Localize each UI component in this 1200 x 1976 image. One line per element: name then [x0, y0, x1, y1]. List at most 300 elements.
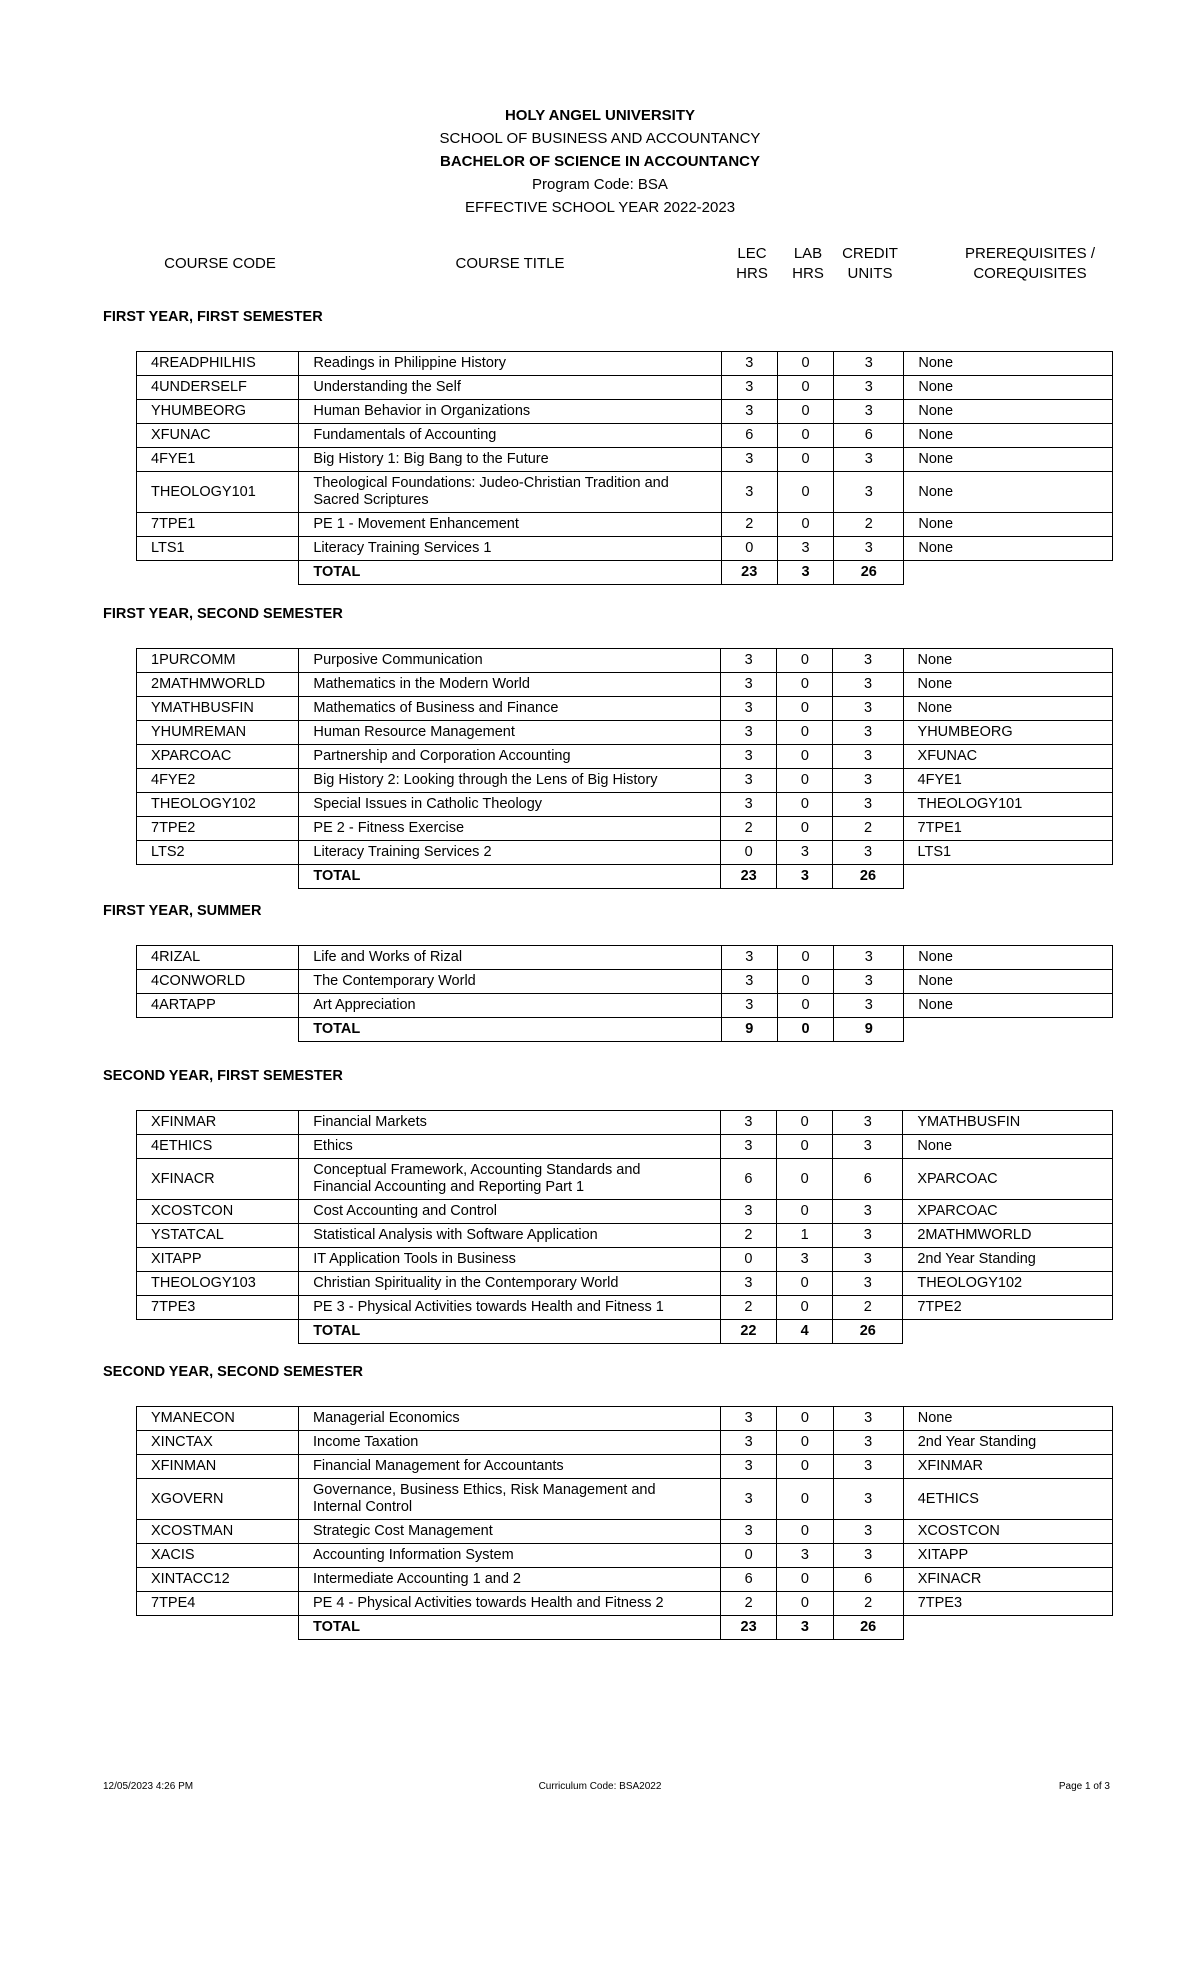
lab-hrs-cell: 0 [777, 1296, 833, 1320]
course-row [137, 793, 1113, 817]
prerequisite-cell: None [903, 649, 1112, 673]
lab-hrs-cell: 0 [777, 1520, 833, 1544]
credit-units-cell: 3 [833, 1111, 903, 1135]
column-header-course-title: COURSE TITLE [455, 255, 565, 272]
course-code-cell: XINCTAX [137, 1431, 299, 1455]
course-title-cell: PE 2 - Fitness Exercise [299, 817, 721, 841]
total-units-cell: 26 [833, 1320, 903, 1344]
course-title-line: Internal Control [313, 1499, 413, 1515]
prerequisite-cell: None [903, 673, 1112, 697]
credit-units-cell: 3 [833, 1272, 903, 1296]
course-table [136, 945, 1113, 1042]
course-row [137, 1455, 1113, 1479]
total-row [137, 865, 1113, 889]
course-title-cell: Special Issues in Catholic Theology [299, 793, 721, 817]
prerequisite-cell: YMATHBUSFIN [903, 1111, 1113, 1135]
course-title-cell: Christian Spirituality in the Contemporary World [299, 1272, 721, 1296]
lab-hrs-cell: 0 [777, 448, 833, 472]
lab-hrs-cell: 0 [777, 1431, 833, 1455]
semester-title: SECOND YEAR, SECOND SEMESTER [103, 1364, 363, 1380]
lab-hrs-cell: 0 [777, 352, 833, 376]
course-row [137, 1296, 1113, 1320]
lab-hrs-cell: 0 [777, 1568, 833, 1592]
course-title-cell: Ethics [299, 1135, 721, 1159]
total-lab-cell: 4 [777, 1320, 833, 1344]
lec-hrs-cell: 3 [721, 793, 777, 817]
lab-hrs-cell: 3 [777, 537, 833, 561]
course-row [137, 1568, 1113, 1592]
total-label-cell: TOTAL [299, 865, 721, 889]
credit-units-cell: 3 [833, 721, 903, 745]
blank-cell [137, 1018, 299, 1042]
course-code-cell: XFINACR [137, 1159, 299, 1200]
course-code-cell: XGOVERN [137, 1479, 299, 1520]
lab-hrs-cell: 0 [777, 697, 833, 721]
course-title-cell: Literacy Training Services 1 [299, 537, 721, 561]
footer-curriculum-code: Curriculum Code: BSA2022 [538, 1781, 662, 1792]
lec-hrs-cell: 3 [720, 1407, 776, 1431]
course-row [137, 1520, 1113, 1544]
course-row [137, 970, 1113, 994]
prerequisite-cell: None [903, 1135, 1113, 1159]
course-code-cell: 2MATHMWORLD [137, 673, 299, 697]
total-label-cell: TOTAL [299, 561, 721, 585]
blank-cell [903, 1320, 1113, 1344]
course-row [137, 400, 1113, 424]
prerequisite-cell: YHUMBEORG [903, 721, 1112, 745]
lab-hrs-cell: 3 [777, 841, 833, 865]
course-title-cell: Partnership and Corporation Accounting [299, 745, 721, 769]
course-code-cell: 7TPE4 [137, 1592, 299, 1616]
course-row [137, 1159, 1113, 1200]
course-code-cell: XFINMAN [137, 1455, 299, 1479]
course-row [137, 1200, 1113, 1224]
total-row [137, 1018, 1113, 1042]
course-title-cell: Literacy Training Services 2 [299, 841, 721, 865]
total-label-cell: TOTAL [299, 1018, 721, 1042]
total-units-cell: 26 [834, 561, 904, 585]
prerequisite-cell: 4ETHICS [903, 1479, 1112, 1520]
course-title-cell: Big History 1: Big Bang to the Future [299, 448, 721, 472]
credit-units-cell: 3 [833, 1135, 903, 1159]
blank-cell [903, 865, 1112, 889]
credit-units-cell: 3 [834, 400, 904, 424]
lec-hrs-cell: 3 [721, 376, 777, 400]
column-header-lec-hrs: LEC HRS [736, 245, 768, 282]
credit-units-cell: 2 [833, 1592, 903, 1616]
lec-hrs-cell: 2 [720, 1296, 776, 1320]
school-name: SCHOOL OF BUSINESS AND ACCOUNTANCY [439, 130, 761, 147]
credit-units-cell: 6 [833, 1568, 903, 1592]
university-name: HOLY ANGEL UNIVERSITY [504, 107, 696, 124]
course-title-cell: Cost Accounting and Control [299, 1200, 721, 1224]
total-lec-cell: 9 [721, 1018, 777, 1042]
course-title-cell: Fundamentals of Accounting [299, 424, 721, 448]
course-code-cell: 4UNDERSELF [137, 376, 299, 400]
lec-hrs-cell: 2 [720, 1224, 776, 1248]
prerequisite-cell: None [904, 424, 1113, 448]
total-label-cell: TOTAL [299, 1320, 721, 1344]
lec-hrs-cell: 3 [720, 1272, 776, 1296]
course-table [136, 648, 1113, 889]
prerequisite-cell: None [904, 352, 1113, 376]
lec-hrs-cell: 0 [720, 1248, 776, 1272]
course-code-cell: XFINMAR [137, 1111, 299, 1135]
course-title-line: Theological Foundations: Judeo-Christian Tradition and [313, 475, 669, 491]
prerequisite-cell: 2nd Year Standing [903, 1248, 1113, 1272]
blank-cell [903, 1616, 1112, 1640]
course-row [137, 424, 1113, 448]
course-row [137, 1407, 1113, 1431]
prerequisite-cell: None [904, 400, 1113, 424]
total-lec-cell: 22 [720, 1320, 776, 1344]
lec-hrs-cell: 2 [721, 817, 777, 841]
lec-hrs-cell: 3 [721, 472, 777, 513]
course-row [137, 1111, 1113, 1135]
lec-hrs-cell: 3 [721, 649, 777, 673]
total-units-cell: 9 [834, 1018, 904, 1042]
credit-units-cell: 3 [833, 841, 903, 865]
course-code-cell: XACIS [137, 1544, 299, 1568]
program-name: BACHELOR OF SCIENCE IN ACCOUNTANCY [439, 153, 760, 170]
course-row [137, 841, 1113, 865]
document-header [0, 104, 1200, 219]
course-code-cell: 4FYE1 [137, 448, 299, 472]
course-title-cell: Mathematics of Business and Finance [299, 697, 721, 721]
lec-hrs-cell: 0 [721, 537, 777, 561]
prerequisite-cell: None [904, 376, 1113, 400]
course-title-cell: Readings in Philippine History [299, 352, 721, 376]
lab-hrs-cell: 0 [777, 1111, 833, 1135]
course-code-cell: YHUMREMAN [137, 721, 299, 745]
course-title-cell: PE 4 - Physical Activities towards Health and Fitness 2 [299, 1592, 721, 1616]
credit-units-cell: 3 [834, 448, 904, 472]
lec-hrs-cell: 3 [721, 946, 777, 970]
prerequisite-cell: XFUNAC [903, 745, 1112, 769]
course-code-cell: LTS2 [137, 841, 299, 865]
course-code-cell: 4FYE2 [137, 769, 299, 793]
lab-hrs-cell: 0 [777, 721, 833, 745]
course-code-cell: 7TPE1 [137, 513, 299, 537]
lec-hrs-cell: 3 [721, 970, 777, 994]
course-title-cell [299, 472, 721, 513]
prerequisite-cell: LTS1 [903, 841, 1112, 865]
effective-year: EFFECTIVE SCHOOL YEAR 2022-2023 [464, 199, 736, 216]
course-table [136, 1406, 1113, 1640]
course-row [137, 946, 1113, 970]
blank-cell [904, 1018, 1113, 1042]
course-code-cell: 4RIZAL [137, 946, 299, 970]
total-lab-cell: 0 [777, 1018, 833, 1042]
course-row [137, 1224, 1113, 1248]
credit-units-cell: 3 [833, 673, 903, 697]
lab-hrs-cell: 0 [777, 793, 833, 817]
lab-hrs-cell: 0 [777, 1159, 833, 1200]
course-row [137, 994, 1113, 1018]
course-row [137, 1544, 1113, 1568]
lec-hrs-cell: 3 [720, 1200, 776, 1224]
lec-hrs-cell: 3 [721, 769, 777, 793]
course-title-cell: Big History 2: Looking through the Lens of Big History [299, 769, 721, 793]
course-title-line: Governance, Business Ethics, Risk Management and [313, 1482, 656, 1498]
course-code-cell: XFUNAC [137, 424, 299, 448]
course-code-cell: LTS1 [137, 537, 299, 561]
course-title-cell: Financial Markets [299, 1111, 721, 1135]
credit-units-cell: 3 [834, 472, 904, 513]
lab-hrs-cell: 0 [777, 1200, 833, 1224]
lab-hrs-cell: 0 [777, 649, 833, 673]
prerequisite-cell: 7TPE3 [903, 1592, 1112, 1616]
blank-cell [137, 561, 299, 585]
course-title-cell: Understanding the Self [299, 376, 721, 400]
prerequisite-cell: THEOLOGY102 [903, 1272, 1113, 1296]
lab-hrs-cell: 0 [777, 472, 833, 513]
total-row [137, 1616, 1113, 1640]
course-table [136, 351, 1113, 585]
course-code-cell: THEOLOGY102 [137, 793, 299, 817]
course-code-cell: XCOSTCON [137, 1200, 299, 1224]
course-title-cell: Intermediate Accounting 1 and 2 [299, 1568, 721, 1592]
course-code-cell: XINTACC12 [137, 1568, 299, 1592]
credit-units-cell: 3 [834, 970, 904, 994]
credit-units-cell: 2 [833, 817, 903, 841]
prerequisite-cell: 7TPE2 [903, 1296, 1113, 1320]
course-title-line: Financial Accounting and Reporting Part 1 [313, 1179, 585, 1195]
blank-cell [137, 865, 299, 889]
course-code-cell: 7TPE2 [137, 817, 299, 841]
semester-section [103, 307, 1113, 585]
course-title-cell: Statistical Analysis with Software Application [299, 1224, 721, 1248]
total-lab-cell: 3 [777, 1616, 833, 1640]
lab-hrs-cell: 0 [777, 1455, 833, 1479]
lec-hrs-cell: 3 [720, 1479, 776, 1520]
credit-units-cell: 3 [833, 697, 903, 721]
lab-hrs-cell: 0 [777, 946, 833, 970]
credit-units-cell: 3 [833, 1479, 903, 1520]
credit-units-cell: 3 [834, 376, 904, 400]
course-row [137, 673, 1113, 697]
credit-units-cell: 3 [833, 1248, 903, 1272]
credit-units-cell: 3 [833, 1431, 903, 1455]
credit-units-cell: 3 [833, 745, 903, 769]
total-row [137, 561, 1113, 585]
course-title-cell: Managerial Economics [299, 1407, 721, 1431]
credit-units-cell: 3 [833, 769, 903, 793]
lec-hrs-cell: 3 [720, 1111, 776, 1135]
course-row [137, 448, 1113, 472]
total-units-cell: 26 [833, 865, 903, 889]
lab-hrs-cell: 3 [777, 1544, 833, 1568]
column-header-prerequisites: PREREQUISITES / COREQUISITES [964, 245, 1096, 282]
lab-hrs-cell: 0 [777, 400, 833, 424]
prerequisite-cell: XCOSTCON [903, 1520, 1112, 1544]
lec-hrs-cell: 3 [721, 697, 777, 721]
course-title-cell [299, 1159, 721, 1200]
semester-section [103, 1362, 1113, 1640]
course-code-cell: XITAPP [137, 1248, 299, 1272]
prerequisite-cell: None [904, 513, 1113, 537]
course-row [137, 472, 1113, 513]
course-row [137, 1272, 1113, 1296]
credit-units-cell: 6 [834, 424, 904, 448]
course-code-cell: 4READPHILHIS [137, 352, 299, 376]
credit-units-cell: 3 [833, 1407, 903, 1431]
lec-hrs-cell: 3 [721, 994, 777, 1018]
course-code-cell: YHUMBEORG [137, 400, 299, 424]
prerequisite-cell: None [904, 994, 1113, 1018]
prerequisite-cell: THEOLOGY101 [903, 793, 1112, 817]
lec-hrs-cell: 3 [721, 721, 777, 745]
course-title-cell: The Contemporary World [299, 970, 721, 994]
credit-units-cell: 2 [833, 1296, 903, 1320]
course-code-cell: 1PURCOMM [137, 649, 299, 673]
credit-units-cell: 3 [834, 946, 904, 970]
lab-hrs-cell: 0 [777, 673, 833, 697]
credit-units-cell: 3 [833, 1455, 903, 1479]
blank-cell [904, 561, 1113, 585]
lab-hrs-cell: 0 [777, 769, 833, 793]
course-title-cell: Income Taxation [299, 1431, 721, 1455]
course-code-cell: 4ETHICS [137, 1135, 299, 1159]
prerequisite-cell: None [904, 448, 1113, 472]
lab-hrs-cell: 0 [777, 994, 833, 1018]
course-title-cell: PE 1 - Movement Enhancement [299, 513, 721, 537]
credit-units-cell: 3 [833, 1520, 903, 1544]
total-label-cell: TOTAL [299, 1616, 721, 1640]
credit-units-cell: 3 [833, 1544, 903, 1568]
course-title-cell: Art Appreciation [299, 994, 721, 1018]
column-header-credit-units: CREDIT UNITS [842, 245, 898, 282]
course-code-cell: YMATHBUSFIN [137, 697, 299, 721]
blank-cell [137, 1616, 299, 1640]
course-row [137, 1431, 1113, 1455]
lec-hrs-cell: 6 [720, 1568, 776, 1592]
lec-hrs-cell: 0 [721, 841, 777, 865]
semester-section [103, 901, 1113, 1042]
credit-units-cell: 2 [834, 513, 904, 537]
lab-hrs-cell: 0 [777, 1479, 833, 1520]
total-lec-cell: 23 [721, 865, 777, 889]
course-title-cell: Life and Works of Rizal [299, 946, 721, 970]
course-title-cell: Strategic Cost Management [299, 1520, 721, 1544]
course-row [137, 745, 1113, 769]
total-lab-cell: 3 [777, 865, 833, 889]
prerequisite-cell: None [903, 697, 1112, 721]
credit-units-cell: 3 [834, 994, 904, 1018]
column-header-lab-hrs: LAB HRS [792, 245, 824, 282]
prerequisite-cell: XFINMAR [903, 1455, 1112, 1479]
course-row [137, 649, 1113, 673]
course-code-cell: 7TPE3 [137, 1296, 299, 1320]
course-row [137, 513, 1113, 537]
total-lec-cell: 23 [720, 1616, 776, 1640]
lec-hrs-cell: 3 [721, 448, 777, 472]
lec-hrs-cell: 3 [721, 400, 777, 424]
lab-hrs-cell: 0 [777, 1407, 833, 1431]
course-row [137, 1592, 1113, 1616]
total-row [137, 1320, 1113, 1344]
credit-units-cell: 3 [833, 1224, 903, 1248]
course-title-cell: Human Behavior in Organizations [299, 400, 721, 424]
course-code-cell: THEOLOGY103 [137, 1272, 299, 1296]
prerequisite-cell: 4FYE1 [903, 769, 1112, 793]
credit-units-cell: 3 [834, 537, 904, 561]
course-code-cell: 4ARTAPP [137, 994, 299, 1018]
lab-hrs-cell: 0 [777, 817, 833, 841]
course-code-cell: YSTATCAL [137, 1224, 299, 1248]
semester-title: FIRST YEAR, SECOND SEMESTER [103, 606, 343, 622]
semester-section [103, 604, 1113, 889]
prerequisite-cell: None [904, 472, 1113, 513]
semester-title: FIRST YEAR, FIRST SEMESTER [103, 309, 323, 325]
course-row [137, 1248, 1113, 1272]
lec-hrs-cell: 2 [721, 513, 777, 537]
prerequisite-cell: 7TPE1 [903, 817, 1112, 841]
course-row [137, 817, 1113, 841]
lab-hrs-cell: 0 [777, 376, 833, 400]
lec-hrs-cell: 3 [721, 673, 777, 697]
course-row [137, 537, 1113, 561]
lab-hrs-cell: 0 [777, 424, 833, 448]
credit-units-cell: 3 [833, 793, 903, 817]
lec-hrs-cell: 3 [721, 745, 777, 769]
prerequisite-cell: 2MATHMWORLD [903, 1224, 1113, 1248]
course-row [137, 1479, 1113, 1520]
lec-hrs-cell: 0 [720, 1544, 776, 1568]
credit-units-cell: 3 [833, 649, 903, 673]
course-title-line: Sacred Scriptures [313, 492, 429, 508]
lec-hrs-cell: 3 [720, 1135, 776, 1159]
course-title-cell: Human Resource Management [299, 721, 721, 745]
course-code-cell: THEOLOGY101 [137, 472, 299, 513]
course-row [137, 769, 1113, 793]
prerequisite-cell: 2nd Year Standing [903, 1431, 1112, 1455]
course-title-cell: IT Application Tools in Business [299, 1248, 721, 1272]
course-code-cell: XPARCOAC [137, 745, 299, 769]
course-code-cell: XCOSTMAN [137, 1520, 299, 1544]
course-title-line: Conceptual Framework, Accounting Standards and [313, 1162, 641, 1178]
semester-title: SECOND YEAR, FIRST SEMESTER [103, 1068, 343, 1084]
prerequisite-cell: None [904, 970, 1113, 994]
semester-section [103, 1066, 1113, 1344]
prerequisite-cell: XITAPP [903, 1544, 1112, 1568]
course-row [137, 376, 1113, 400]
course-title-cell: Accounting Information System [299, 1544, 721, 1568]
prerequisite-cell: None [904, 946, 1113, 970]
course-row [137, 721, 1113, 745]
lec-hrs-cell: 2 [720, 1592, 776, 1616]
program-code: Program Code: BSA [532, 176, 668, 193]
lab-hrs-cell: 0 [777, 970, 833, 994]
prerequisite-cell: None [903, 1407, 1112, 1431]
lab-hrs-cell: 0 [777, 513, 833, 537]
total-lec-cell: 23 [721, 561, 777, 585]
prerequisite-cell: XPARCOAC [903, 1159, 1113, 1200]
lab-hrs-cell: 0 [777, 745, 833, 769]
total-units-cell: 26 [833, 1616, 903, 1640]
footer-page-number: Page 1 of 3 [1058, 1781, 1110, 1792]
lec-hrs-cell: 3 [720, 1455, 776, 1479]
credit-units-cell: 3 [833, 1200, 903, 1224]
lab-hrs-cell: 0 [777, 1592, 833, 1616]
course-title-cell: PE 3 - Physical Activities towards Health and Fitness 1 [299, 1296, 721, 1320]
lab-hrs-cell: 3 [777, 1248, 833, 1272]
course-row [137, 352, 1113, 376]
lab-hrs-cell: 0 [777, 1272, 833, 1296]
course-code-cell: 4CONWORLD [137, 970, 299, 994]
course-code-cell: YMANECON [137, 1407, 299, 1431]
prerequisite-cell: None [904, 537, 1113, 561]
